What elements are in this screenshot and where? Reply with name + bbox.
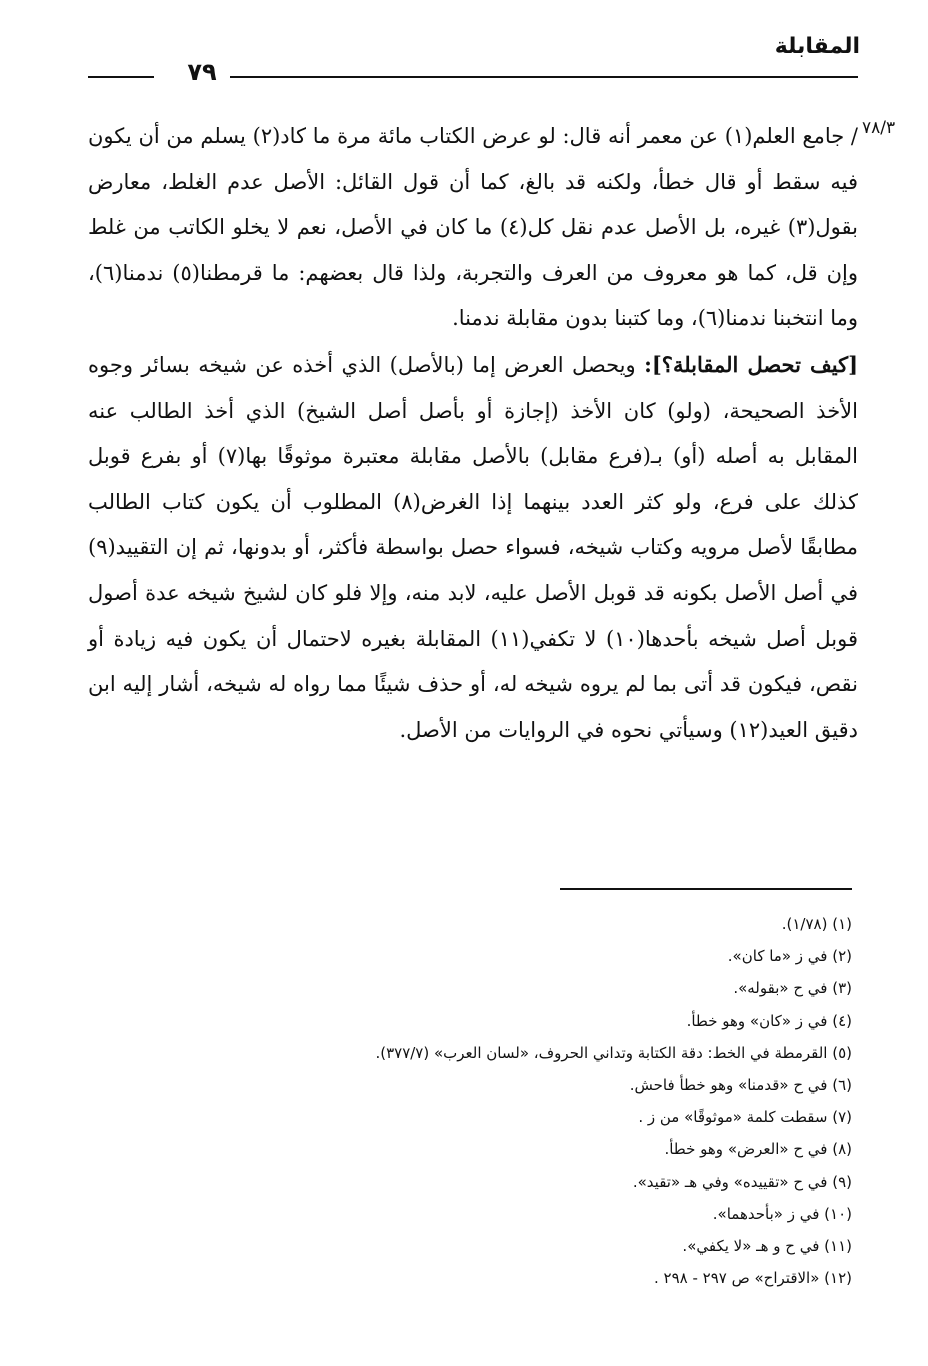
footnote: (١٠) في ز «بأحدهما».: [712, 1204, 852, 1223]
footnote: (١) (١/٧٨).: [781, 915, 852, 933]
footnotes: [180, 908, 852, 1294]
footnote: (٨) في ح «العرض» وهو خطأ.: [664, 1140, 852, 1159]
page-number: ٧٩: [187, 58, 217, 86]
footnote: (٤) في ز «كان» وهو خطأ.: [686, 1011, 852, 1030]
margin-reference: ٧٨/٣: [862, 118, 896, 138]
paragraph-1: / جامع العلم(١) عن معمر أنه قال: لو عرض الكتاب مائة مرة ما كاد(٢) يسلم من أن يكون فيه سقط أو قال خطأ، ولكنه قد بالغ، كما أن قول القائل: الأصل عدم الغلط، معارض بقول(٣) غيره، بل الأصل عدم نقل كل(٤) ما كان في الأصل، نعم لا يخلو الكاتب من غلط وإن قل، كما هو معروف من العرف والتجربة، ولذا قال بعضهم: ما قرمطنا(٥) ندمنا(٦)، وما انتخبنا ندمنا(٦)، وما كتبنا بدون مقابلة ندمنا.: [88, 124, 859, 331]
footnote: (٥) القرمطة في الخط: دقة الكتابة وتداني الحروف، «لسان العرب» (٣٧٧/٧).: [375, 1043, 852, 1062]
section-heading: [كيف تحصل المقابلة؟]:: [644, 351, 859, 377]
footnote: (٣) في ح «بقوله».: [733, 979, 852, 998]
header-rule-right: [230, 76, 858, 78]
footnote: (٧) سقطت كلمة «موثوقًا» من ز .: [638, 1108, 852, 1127]
footnote: (١١) في ح و هـ «لا يكفي».: [682, 1237, 852, 1256]
footnote: (٩) في ح «تقييده» وفي هـ «تقيد».: [632, 1172, 852, 1191]
footnote: (١٢) «الاقتراح» ص ٢٩٧ - ٢٩٨ .: [653, 1269, 852, 1288]
paragraph-2: [88, 342, 858, 753]
main-text: [88, 114, 858, 753]
header-rule-left: [88, 76, 154, 78]
footnote-separator: [560, 888, 852, 890]
running-header-title: المقابلة: [774, 34, 860, 59]
paragraph-2-text: ويحصل العرض إما (بالأصل) الذي أخذه عن شيخه بسائر وجوه الأخذ الصحيحة، (ولو) كان الأخذ (إجازة أو بأصل أصل الشيخ) الذي أخذ الطالب عنه المقابل به أصله (أو) بـ(فرع مقابل) بالأصل مقابلة معتبرة موثوقًا بها(٧) أو بفرع قوبل كذلك على فرع، ولو كثر العدد بينهما إذا الغرض(٨) المطلوب أن يكون كتاب الطالب مطابقًا لأصل مرويه وكتاب شيخه، فسواء حصل بواسطة فأكثر، أو بدونها، ثم إن التقييد(٩) في أصل الأصل بكونه قد قوبل الأصل عليه، لابد منه، وإلا فلو كان لشيخ شيخه عدة أصول قوبل أصل شيخه بأحدها(١٠) لا تكفي(١١) المقابلة بغيره لاحتمال أن يكون فيه زيادة أو نقص، فيكون قد أتى بما لم يروه شيخه له، أو حذف شيئًا مما رواه له شيخه، أشار إليه ابن دقيق العيد(١٢) وسيأتي نحوه في الروايات من الأصل.: [88, 352, 858, 742]
footnote: (٦) في ح «قدمنا» وهو خطأ فاحش.: [629, 1076, 852, 1095]
footnote: (٢) في ز «ما كان».: [727, 947, 852, 966]
